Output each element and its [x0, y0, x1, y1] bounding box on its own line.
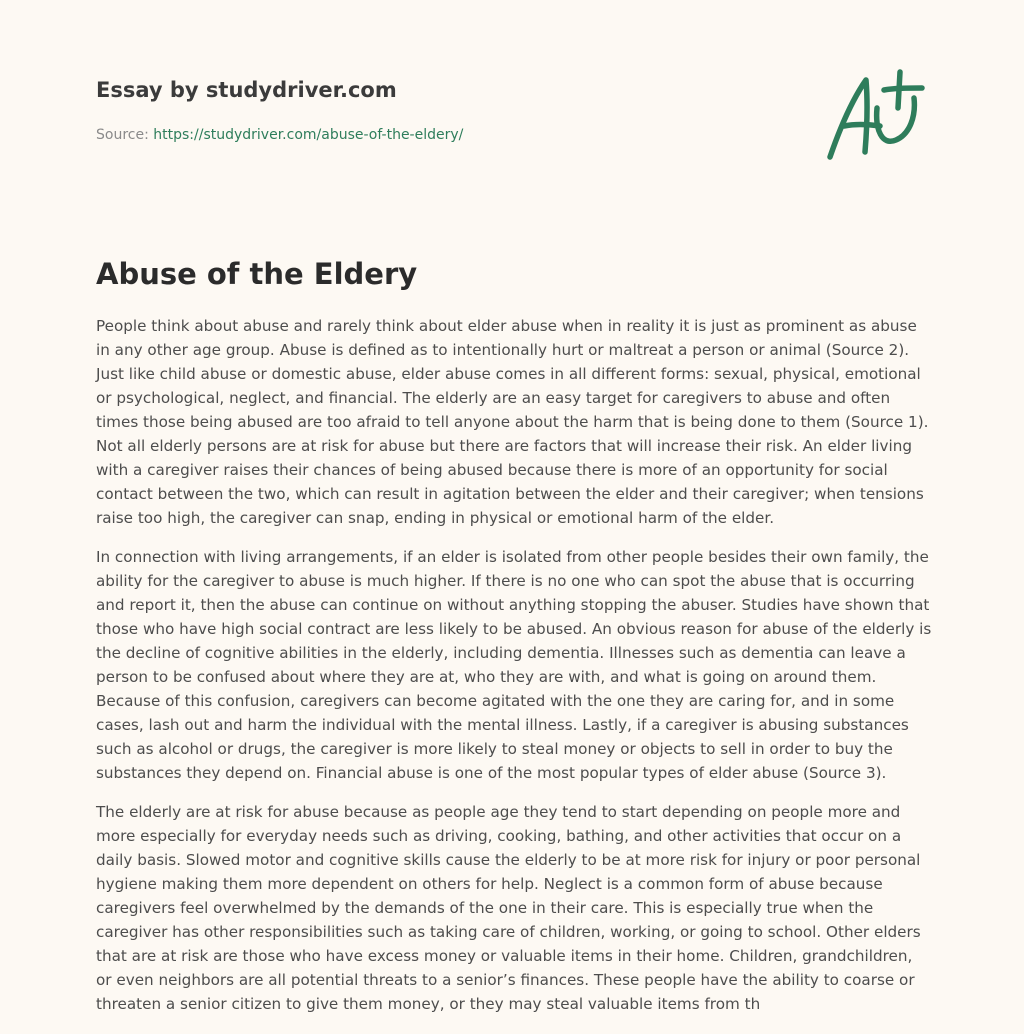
a-plus-logo-icon [822, 68, 928, 164]
source-line [96, 125, 796, 145]
source-label: Source: [96, 127, 154, 143]
article-body [96, 314, 932, 1031]
source-link[interactable]: https://studydriver.com/abuse-of-the-eldery/ [153, 127, 464, 143]
page-header [96, 76, 796, 145]
paragraph: People think about abuse and rarely think about elder abuse when in reality it is just as prominent as abuse in any other age group. Abuse is defined as to intentionally hurt or maltreat a person or animal (Source 2). Just like child abuse or domestic abuse, elder abuse comes in all different forms: sexual, physical, emotional or psychological, neglect, and financial. The elderly are an easy target for caregivers to abuse and often times those being abused are too afraid to tell anyone about the harm that is being done to them (Source 1). Not all elderly persons are at risk for abuse but there are factors that will increase their risk. An elder living with a caregiver raises their chances of being abused because there is more of an opportunity for social contact between the two, which can result in agitation between the elder and their caregiver; when tensions raise too high, the caregiver can snap, ending in physical or emotional harm of the elder. [96, 317, 929, 527]
paragraph: The elderly are at risk for abuse because as people age they tend to start depending on people more and more especially for everyday needs such as driving, cooking, bathing, and other activities that occur on a daily basis. Slowed motor and cognitive skills cause the elderly to be at more risk for injury or poor personal hygiene making them more dependent on others for help. Neglect is a common form of abuse because caregivers feel overwhelmed by the demands of the one in their care. This is especially true when the caregiver has other responsibilities such as taking care of children, working, or going to school. Other elders that are at risk are those who have excess money or valuable items in their home. Children, grandchildren, or even neighbors are all potential threats to a senior’s finances. These people have the ability to coarse or threaten a senior citizen to give them money, or they may steal valuable items from th [96, 803, 921, 1013]
article-title: Abuse of the Eldery [96, 257, 418, 291]
brand-title: Essay by studydriver.com [96, 78, 397, 102]
paragraph: In connection with living arrangements, if an elder is isolated from other people besides their own family, the ability for the caregiver to abuse is much higher. If there is no one who can spot the abuse that is occurring and report it, then the abuse can continue on without anything stopping the abuser. Studies have shown that those who have high social contract are less likely to be abused. An obvious reason for abuse of the elderly is the decline of cognitive abilities in the elderly, including dementia. Illnesses such as dementia can leave a person to be confused about where they are at, who they are with, and what is going on around them. Because of this confusion, caregivers can become agitated with the one they are caring for, and in some cases, lash out and harm the individual with the mental illness. Lastly, if a caregiver is abusing substances such as alcohol or drugs, the caregiver is more likely to steal money or objects to sell in order to buy the substances they depend on. Financial abuse is one of the most popular types of elder abuse (Source 3). [96, 548, 932, 782]
